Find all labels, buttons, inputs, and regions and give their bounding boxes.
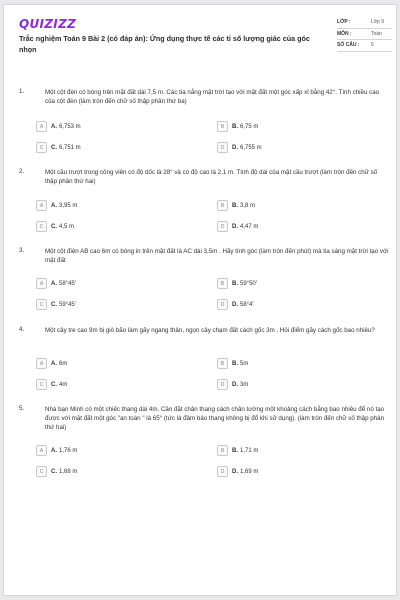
quizizz-logo: QUIZIZZ: [19, 17, 77, 31]
option-a[interactable]: [36, 358, 67, 369]
option-box: D: [217, 299, 228, 310]
option-d[interactable]: [217, 221, 258, 232]
question-text: Nhà bạn Minh có một chiếc thang dài 4m. Cần đặt chân thang cách chân tường một khoảng cách bằng bao nhiêu để nó tạo được với mặt đất một góc "an toàn " là 65° (tức là đảm bảo thang không bị đổ khi sử dụng). (làm tròn đến chữ số thập phân thứ hai): [45, 406, 385, 431]
question-number: 1.: [19, 88, 25, 95]
option-text: 4,5 m: [59, 223, 75, 230]
option-text: 58°45': [59, 280, 76, 287]
option-text: 1,76 m: [59, 447, 78, 454]
option-letter: D.: [232, 301, 238, 308]
option-b[interactable]: [217, 121, 258, 132]
option-letter: A.: [51, 447, 57, 454]
option-box: D: [217, 221, 228, 232]
option-text: 1,71 m: [240, 447, 259, 454]
document-title: Trắc nghiệm Toán 9 Bài 2 (có đáp án): Ứng dụng thực tế các tỉ số lượng giác của góc nhọn: [19, 34, 310, 54]
question-number: 2.: [19, 168, 25, 175]
meta-row-question-count: [337, 40, 392, 52]
class-label: LỚP :: [337, 19, 351, 25]
option-c[interactable]: [36, 379, 67, 390]
option-letter: D.: [232, 381, 238, 388]
class-value: Lớp 9: [371, 19, 385, 25]
option-box: C: [36, 142, 47, 153]
option-box: A: [36, 445, 47, 456]
option-text: 5m: [240, 360, 249, 367]
option-text: 3,95 m: [59, 202, 78, 209]
question-number: 5.: [19, 405, 25, 412]
meta-row-subject: [337, 29, 392, 41]
option-letter: C.: [51, 144, 57, 151]
option-text: 6,753 m: [59, 123, 81, 130]
option-box: A: [36, 358, 47, 369]
option-box: B: [217, 358, 228, 369]
option-box: B: [217, 445, 228, 456]
question-number: 3.: [19, 247, 25, 254]
option-box: A: [36, 278, 47, 289]
subject-label: MÔN :: [337, 30, 352, 37]
option-b[interactable]: [217, 358, 248, 369]
option-letter: D.: [232, 223, 238, 230]
option-letter: B.: [232, 280, 238, 287]
question-count-label: SỐ CÂU :: [337, 42, 360, 48]
option-box: A: [36, 200, 47, 211]
question-number: 4.: [19, 326, 25, 333]
option-letter: C.: [51, 381, 57, 388]
option-text: 3m: [240, 381, 249, 388]
option-letter: B.: [232, 447, 238, 454]
question-text: Một cầu trượt trong công viên có độ dốc là 28° và có độ cao là 2,1 m. Tính độ dài của mặt cầu trượt (làm tròn đến chữ số thập phân thứ hai): [45, 169, 378, 185]
option-box: B: [217, 200, 228, 211]
option-box: C: [36, 466, 47, 477]
option-a[interactable]: [36, 121, 81, 132]
option-box: B: [217, 121, 228, 132]
option-text: 6,75 m: [240, 123, 259, 130]
option-d[interactable]: [217, 142, 262, 153]
meta-info-table: [337, 17, 392, 52]
option-letter: A.: [51, 280, 57, 287]
option-d[interactable]: [217, 379, 248, 390]
option-letter: B.: [232, 360, 238, 367]
option-c[interactable]: [36, 466, 77, 477]
question-text: Một cây tre cao 9m bị gió bão làm gãy ngang thân, ngọn cây chạm đất cách gốc 3m . Hỏi điểm gãy cách gốc bao nhiêu?: [45, 327, 375, 334]
question-text: Một cột điện AB cao 6m có bóng in trên mặt đất là AC dài 3,5m . Hãy tính góc (làm tròn đến phút) mà tia sáng mặt trời tạo với mặt đất: [45, 248, 389, 264]
option-box: C: [36, 379, 47, 390]
option-box: C: [36, 221, 47, 232]
option-text: 1,68 m: [59, 468, 78, 475]
option-box: D: [217, 142, 228, 153]
question-text: Một cột đèn có bóng trên mặt đất dài 7,5 m. Các tia nắng mặt trời tạo với mặt đất một góc xấp xỉ bằng 42°. Tính chiều cao của cột đèn (làm tròn đến chữ số thập phân thứ ba): [45, 89, 380, 105]
option-letter: C.: [51, 468, 57, 475]
option-text: 3,8 m: [240, 202, 256, 209]
option-b[interactable]: [217, 278, 257, 289]
option-letter: C.: [51, 223, 57, 230]
option-letter: A.: [51, 123, 57, 130]
option-letter: A.: [51, 360, 57, 367]
option-b[interactable]: [217, 445, 258, 456]
option-letter: D.: [232, 144, 238, 151]
option-text: 1,69 m: [240, 468, 259, 475]
subject-value: Toán: [371, 30, 382, 37]
option-text: 4m: [59, 381, 68, 388]
option-letter: A.: [51, 202, 57, 209]
option-text: 4,47 m: [240, 223, 259, 230]
option-d[interactable]: [217, 466, 258, 477]
option-b[interactable]: [217, 200, 255, 211]
option-text: 59°45': [59, 301, 76, 308]
option-box: A: [36, 121, 47, 132]
option-text: 6,751 m: [59, 144, 81, 151]
option-c[interactable]: [36, 142, 81, 153]
option-c[interactable]: [36, 221, 74, 232]
option-text: 6,755 m: [240, 144, 262, 151]
option-a[interactable]: [36, 278, 76, 289]
question-count-value: 5: [371, 42, 374, 48]
option-text: 6m: [59, 360, 68, 367]
meta-row-class: [337, 17, 392, 29]
option-a[interactable]: [36, 445, 77, 456]
option-text: 59°50': [240, 280, 257, 287]
option-box: B: [217, 278, 228, 289]
option-d[interactable]: [217, 299, 254, 310]
option-box: D: [217, 379, 228, 390]
option-letter: C.: [51, 301, 57, 308]
option-letter: B.: [232, 202, 238, 209]
option-box: D: [217, 466, 228, 477]
worksheet-page: [3, 4, 397, 596]
option-text: 58°4': [240, 301, 254, 308]
option-letter: D.: [232, 468, 238, 475]
option-a[interactable]: [36, 200, 77, 211]
option-box: C: [36, 299, 47, 310]
option-letter: B.: [232, 123, 238, 130]
option-c[interactable]: [36, 299, 76, 310]
